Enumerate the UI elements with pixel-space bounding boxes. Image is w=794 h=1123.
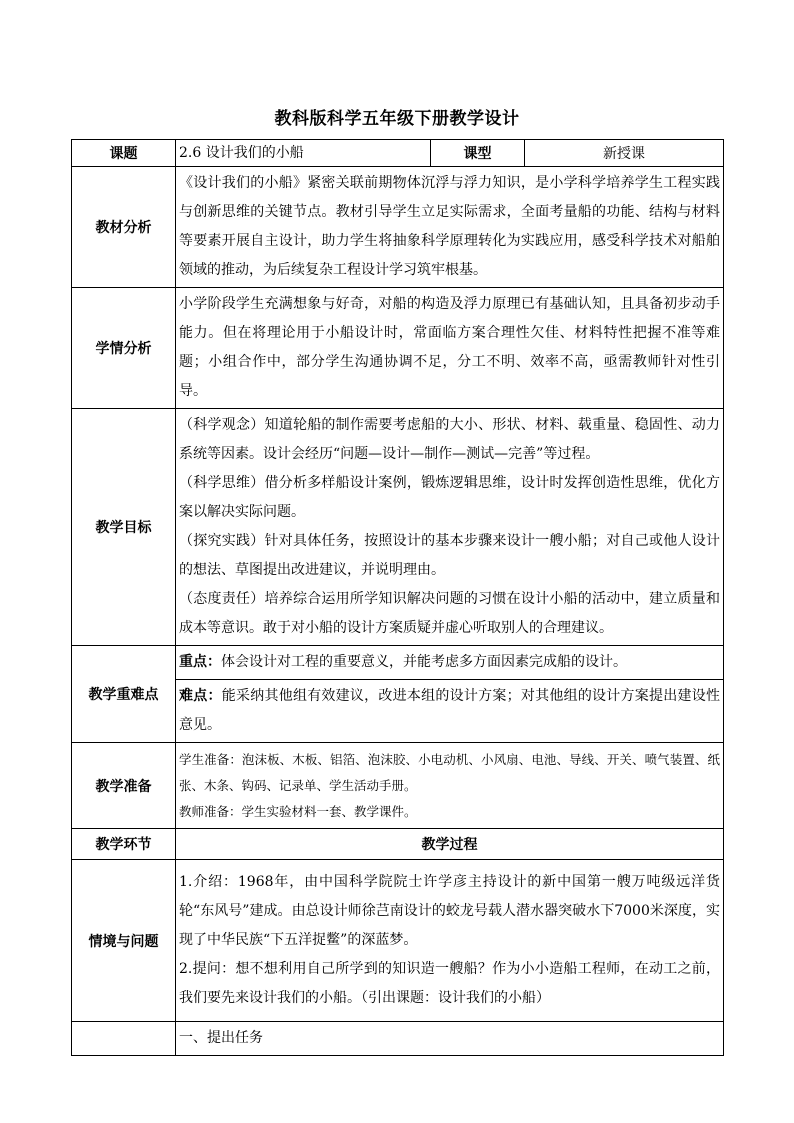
material-text: 《设计我们的小船》紧密关联前期物体沉浮与浮力知识，是小学科学培养学生工程实践与创新思维的关键节点。教材引导学生立足实际需求，全面考量船的功能、结构与材料等要素开展自主设计，助力学生将抽象科学原理转化为实践应用，感受科学技术对船舶领域的推动，为后续复杂工程设计学习筑牢根基。 <box>176 167 724 288</box>
type-value: 新授课 <box>525 140 724 167</box>
students-row <box>72 288 724 409</box>
situation-paragraph: 1.介绍：1968年，由中国科学院院士许学彦主持设计的新中国第一艘万吨级远洋货轮“东风号”建成。由总设计师徐芑南设计的蛟龙号载人潜水器突破水下7000米深度，实现了中华民族“下五洋捉鳖”的深蓝梦。 <box>179 874 720 948</box>
hard-point-text: 能采纳其他组有效建议，改进本组的设计方案；对其他组的设计方案提出建设性意见。 <box>179 688 721 733</box>
situation-content <box>176 860 724 1022</box>
header-row <box>72 140 724 167</box>
goals-row <box>72 409 724 646</box>
topic-value: 2.6 设计我们的小船 <box>176 140 431 167</box>
key-points-label: 教学重难点 <box>72 646 176 743</box>
situation-paragraph: 2.提问：想不想利用自己所学到的知识造一艘船？作为小小造船工程师，在动工之前，我们要先来设计我们的小船。（引出课题：设计我们的小船） <box>179 961 720 1006</box>
students-label: 学情分析 <box>72 288 176 409</box>
goal-item: （态度责任）培养综合运用所学知识解决问题的习惯在设计小船的活动中，建立质量和成本等意识。敢于对小船的设计方案质疑并虚心听取别人的合理建议。 <box>179 591 720 636</box>
type-label: 课型 <box>431 140 525 167</box>
student-preparation: 学生准备：泡沫板、木板、铝箔、泡沫胶、小电动机、小风扇、电池、导线、开关、喷气装置、纸张、木条、钩码、记录单、学生活动手册。 <box>179 751 720 793</box>
hard-point-label: 难点： <box>179 688 222 704</box>
goal-item: （探究实践）针对具体任务，按照设计的基本步骤来设计一艘小船；对自己或他人设计的想法、草图提出改进建议，并说明理由。 <box>179 533 720 578</box>
situation-label: 情境与问题 <box>72 860 176 1022</box>
situation-row <box>72 860 724 1022</box>
topic-label: 课题 <box>72 140 176 167</box>
step-column-header: 教学环节 <box>72 829 176 860</box>
next-section-label <box>72 1022 176 1056</box>
lesson-plan-table <box>71 139 724 1056</box>
document-title: 教科版科学五年级下册教学设计 <box>274 109 520 129</box>
next-section-row <box>72 1022 724 1056</box>
process-header-row <box>72 829 724 860</box>
key-point-text: 体会设计对工程的重要意义，并能考虑多方面因素完成船的设计。 <box>221 654 627 670</box>
key-point <box>176 646 724 680</box>
goal-item: （科学观念）知道轮船的制作需要考虑船的大小、形状、材料、载重量、稳固性、动力系统等因素。设计会经历“问题—设计—制作—测试—完善”等过程。 <box>179 417 720 462</box>
next-section-text: 一、提出任务 <box>176 1022 724 1056</box>
preparation-content <box>176 743 724 829</box>
material-row <box>72 167 724 288</box>
students-text: 小学阶段学生充满想象与好奇，对船的构造及浮力原理已有基础认知，且具备初步动手能力。但在将理论用于小船设计时，常面临方案合理性欠佳、材料特性把握不准等难题；小组合作中，部分学生沟通协调不足，分工不明、效率不高，亟需教师针对性引导。 <box>176 288 724 409</box>
material-label: 教材分析 <box>72 167 176 288</box>
preparation-row <box>72 743 724 829</box>
hard-point <box>176 680 724 743</box>
teacher-preparation: 教师准备：学生实验材料一套、教学课件。 <box>179 803 417 819</box>
preparation-label: 教学准备 <box>72 743 176 829</box>
key-point-label: 重点： <box>179 654 221 670</box>
goals-label: 教学目标 <box>72 409 176 646</box>
key-point-row <box>72 646 724 680</box>
goal-item: （科学思维）借分析多样船设计案例，锻炼逻辑思维，设计时发挥创造性思维，优化方案以解决实际问题。 <box>179 475 720 520</box>
goals-content <box>176 409 724 646</box>
process-column-header: 教学过程 <box>176 829 724 860</box>
